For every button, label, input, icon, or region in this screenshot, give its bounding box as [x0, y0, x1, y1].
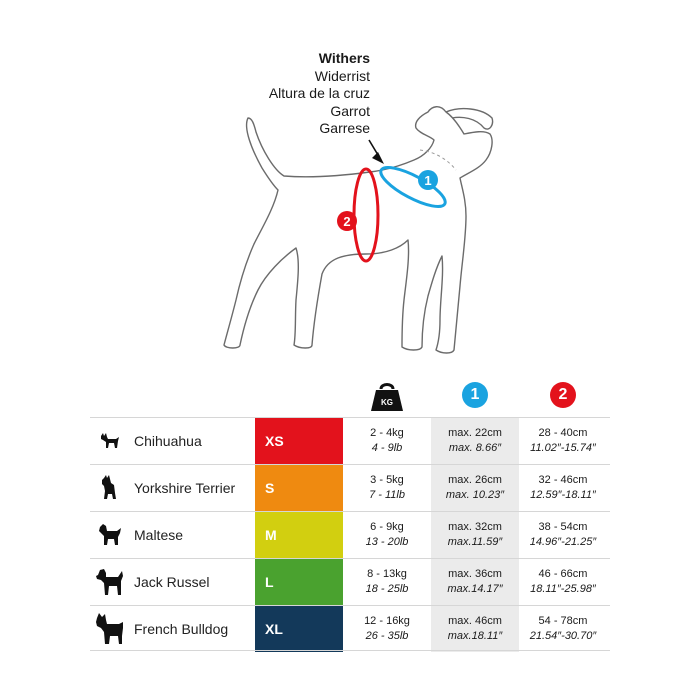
- weight-kg: 2 - 4kg: [370, 427, 404, 439]
- chest-in: 12.59″-18.11″: [530, 489, 596, 501]
- chest-header-badge: 2: [550, 382, 576, 408]
- weight-cell: [343, 606, 431, 652]
- chest-cell: [519, 512, 607, 558]
- weight-kg-icon: [370, 380, 404, 412]
- neck-cell: [431, 465, 519, 511]
- chest-column-header: [519, 382, 607, 408]
- dog-silhouette-icon: [90, 606, 130, 652]
- withers-title: Withers: [318, 50, 370, 66]
- size-label: XL: [255, 606, 343, 652]
- size-label: L: [255, 559, 343, 605]
- weight-icon-label: KG: [381, 398, 393, 407]
- dog-outline: [224, 107, 492, 353]
- neck-in: max.18.11″: [447, 630, 503, 642]
- neck-cell: [431, 512, 519, 558]
- withers-translation-es: Altura de la cruz: [268, 85, 370, 101]
- dog-silhouette-icon: [90, 418, 130, 464]
- weight-lb: 26 - 35lb: [365, 630, 409, 642]
- withers-translation-it: Garrese: [319, 120, 370, 136]
- withers-label: [250, 50, 370, 138]
- neck-cell: [431, 418, 519, 464]
- breed-name: Yorkshire Terrier: [134, 480, 236, 496]
- neck-in: max.11.59″: [447, 536, 503, 548]
- withers-translation-fr: Garrot: [330, 102, 370, 119]
- weight-cell: [343, 418, 431, 464]
- table-bottom-border: [90, 650, 610, 651]
- size-label: M: [255, 512, 343, 558]
- size-label: S: [255, 465, 343, 511]
- chest-cell: [519, 465, 607, 511]
- chest-measurement-ring: [354, 169, 378, 261]
- chest-cell: [519, 559, 607, 605]
- chest-marker-label: 2: [343, 214, 351, 229]
- weight-cell: [343, 512, 431, 558]
- weight-kg: 6 - 9kg: [370, 521, 404, 533]
- neck-cm: max. 26cm: [448, 474, 502, 486]
- neck-cell: [431, 606, 519, 652]
- chest-cm: 28 - 40cm: [538, 427, 588, 439]
- weight-kg: 3 - 5kg: [370, 474, 404, 486]
- size-row: [90, 464, 610, 511]
- breed-name: Chihuahua: [134, 433, 202, 449]
- breed-name: Jack Russel: [134, 574, 210, 590]
- dog-silhouette-icon: [90, 465, 130, 511]
- chest-in: 18.11″-25.98″: [530, 583, 596, 595]
- chest-cm: 32 - 46cm: [538, 474, 588, 486]
- neck-cm: max. 36cm: [448, 568, 502, 580]
- breed-name: Maltese: [134, 527, 184, 543]
- weight-lb: 7 - 11lb: [369, 489, 405, 501]
- neck-cm: max. 46cm: [448, 615, 502, 627]
- neck-cell: [431, 559, 519, 605]
- neck-in: max. 8.66″: [448, 442, 502, 454]
- withers-translation-de: Widerrist: [314, 67, 370, 84]
- chest-cell: [519, 606, 607, 652]
- weight-lb: 13 - 20lb: [365, 536, 409, 548]
- size-row: [90, 417, 610, 464]
- neck-marker-label: 1: [424, 173, 432, 188]
- size-table: [90, 417, 610, 652]
- dog-silhouette-icon: [90, 512, 130, 558]
- weight-cell: [343, 465, 431, 511]
- chest-cell: [519, 418, 607, 464]
- dog-silhouette-icon: [90, 559, 130, 605]
- neck-cm: max. 22cm: [448, 427, 502, 439]
- weight-kg: 12 - 16kg: [364, 615, 410, 627]
- neck-in: max.14.17″: [447, 583, 503, 595]
- weight-lb: 18 - 25lb: [365, 583, 409, 595]
- neck-header-badge: 1: [462, 382, 488, 408]
- size-label: XS: [255, 418, 343, 464]
- chest-cm: 46 - 66cm: [538, 568, 588, 580]
- chest-in: 21.54″-30.70″: [529, 630, 597, 642]
- neck-in: max. 10.23″: [445, 489, 505, 501]
- size-row: [90, 605, 610, 652]
- weight-lb: 4 - 9lb: [371, 442, 403, 454]
- breed-name: French Bulldog: [134, 621, 229, 637]
- chest-cm: 38 - 54cm: [538, 521, 588, 533]
- weight-cell: [343, 559, 431, 605]
- size-row: [90, 558, 610, 605]
- weight-kg: 8 - 13kg: [367, 568, 407, 580]
- neck-cm: max. 32cm: [448, 521, 502, 533]
- chest-in: 11.02″-15.74″: [530, 442, 596, 454]
- neck-measurement-ring: [376, 160, 450, 213]
- size-row: [90, 511, 610, 558]
- neck-column-header: [431, 382, 519, 408]
- chest-in: 14.96″-21.25″: [529, 536, 597, 548]
- weight-column-header: [343, 380, 431, 412]
- chest-cm: 54 - 78cm: [538, 615, 588, 627]
